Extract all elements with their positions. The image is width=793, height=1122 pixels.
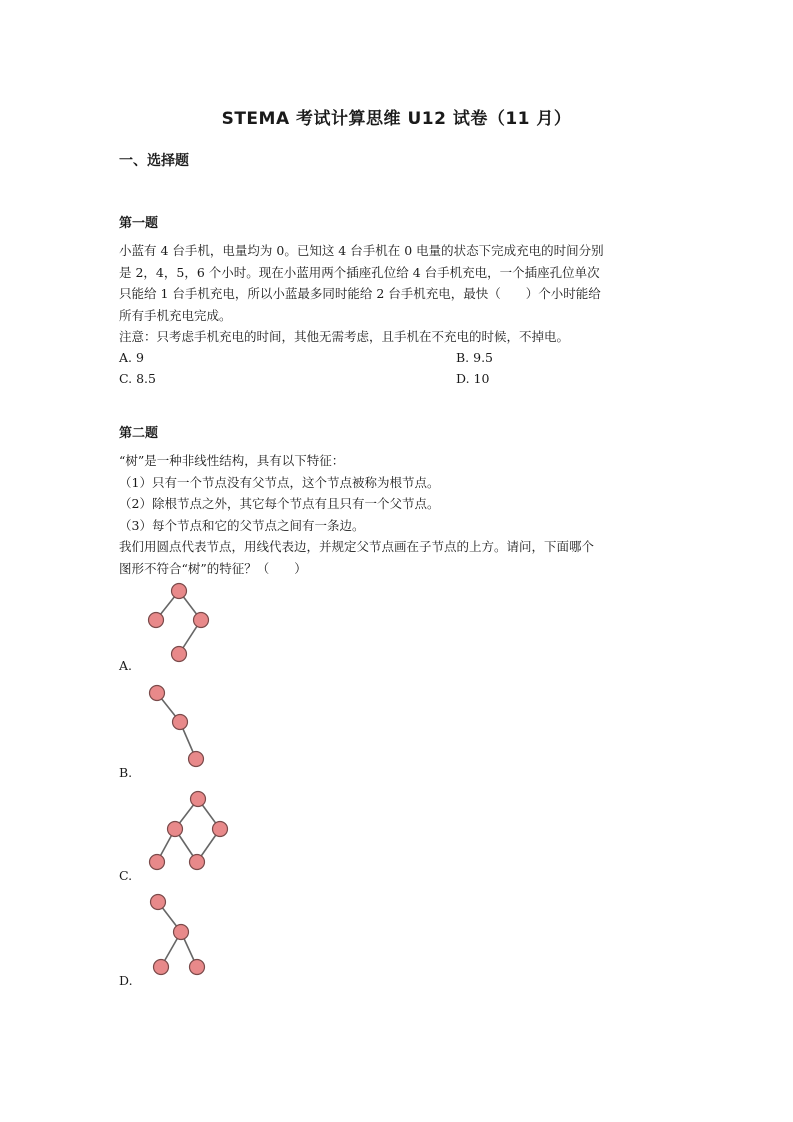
page-title: STEMA 考试计算思维 U12 试卷（11 月） [221, 109, 572, 129]
question-2-option-a[interactable]: A. [119, 658, 133, 673]
question-2-line: （3）每个节点和它的父节点之间有一条边。 [119, 517, 365, 533]
question-2-option-b[interactable]: B. [119, 765, 133, 780]
tree-node [151, 895, 166, 910]
tree-diagram-c [140, 785, 240, 880]
tree-node [190, 960, 205, 975]
question-1-option-a[interactable]: A. 9 [119, 350, 144, 365]
tree-node [213, 822, 228, 837]
question-2-heading: 第二题 [119, 426, 159, 441]
question-2-line: （2）除根节点之外，其它每个节点有且只有一个父节点。 [119, 496, 440, 511]
question-1-line: 只能给 1 台手机充电，所以小蓝最多同时能给 2 台手机充电，最快（ ）个小时能给 [119, 286, 601, 301]
tree-node [174, 925, 189, 940]
question-1-line: 所有手机充电完成。 [119, 307, 232, 323]
question-2-line: 我们用圆点代表节点，用线代表边，并规定父节点画在子节点的上方。请问，下面哪个 [119, 539, 595, 554]
tree-node [172, 584, 187, 599]
tree-node [149, 613, 164, 628]
question-2-line: 图形不符合“树”的特征？（ ） [119, 560, 307, 576]
tree-diagram-a [140, 578, 220, 668]
question-2-line: “树”是一种非线性结构，具有以下特征： [119, 453, 345, 468]
question-2-option-d[interactable]: D. [119, 973, 133, 988]
question-1-text [119, 240, 679, 348]
question-1-heading: 第一题 [119, 216, 159, 231]
question-2-text [119, 450, 679, 579]
tree-node [189, 752, 204, 767]
question-1-line: 注意：只考虑手机充电的时间，其他无需考虑，且手机在不充电的时候，不掉电。 [119, 329, 570, 344]
tree-node [154, 960, 169, 975]
tree-node [150, 686, 165, 701]
question-1-option-c[interactable]: C. 8.5 [119, 371, 156, 386]
question-2-line: （1）只有一个节点没有父节点，这个节点被称为根节点。 [119, 474, 440, 490]
question-2-option-c[interactable]: C. [119, 868, 133, 883]
tree-node [194, 613, 209, 628]
tree-node [191, 792, 206, 807]
tree-node [190, 855, 205, 870]
question-1-line: 是 2，4，5，6 个小时。现在小蓝用两个插座孔位给 4 台手机充电，一个插座孔位单次 [119, 264, 600, 280]
tree-node [173, 715, 188, 730]
question-1-option-b[interactable]: B. 9.5 [456, 350, 494, 365]
question-1-option-d[interactable]: D. 10 [456, 371, 490, 386]
tree-node [168, 822, 183, 837]
tree-diagram-d [140, 890, 230, 985]
question-1-line: 小蓝有 4 台手机，电量均为 0。已知这 4 台手机在 0 电量的状态下完成充电的时间分别 [119, 243, 604, 258]
section-heading-multiple-choice: 一、选择题 [119, 153, 189, 169]
tree-node [150, 855, 165, 870]
tree-node [172, 647, 187, 662]
tree-diagram-b [140, 680, 220, 775]
